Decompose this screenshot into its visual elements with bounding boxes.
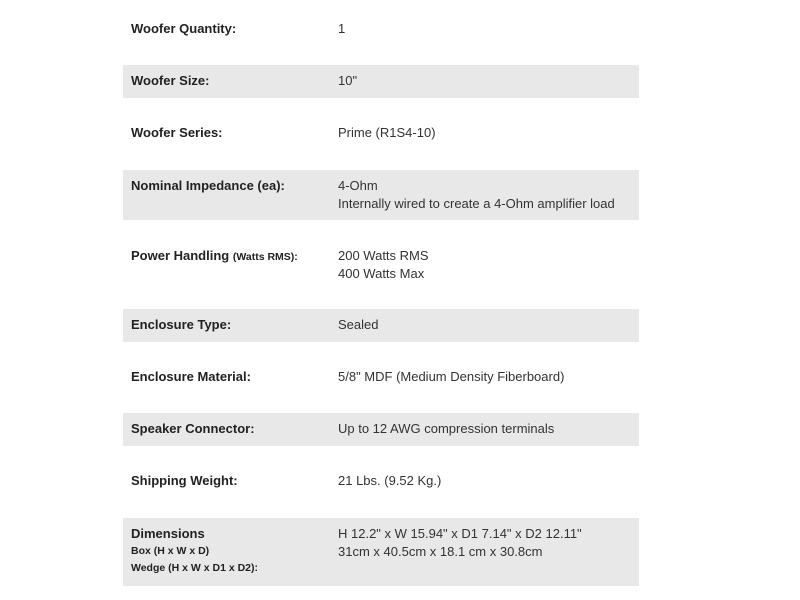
spec-value-line: 200 Watts RMS bbox=[338, 248, 429, 263]
spec-label: Woofer Quantity: bbox=[131, 21, 237, 36]
spec-value-line: 31cm x 40.5cm x 18.1 cm x 30.8cm bbox=[338, 544, 543, 559]
spec-value-line: Prime (R1S4-10) bbox=[338, 125, 436, 140]
spec-label-small: (Watts RMS): bbox=[232, 251, 298, 263]
spec-row-shipping-weight bbox=[123, 446, 639, 518]
spec-value bbox=[338, 20, 631, 38]
spec-value-line: H 12.2" x W 15.94" x D1 7.14" x D2 12.11" bbox=[338, 526, 582, 541]
spec-row-enclosure-material bbox=[123, 342, 639, 413]
spec-label-sub: Box (H x W x D) bbox=[131, 545, 210, 557]
spec-label: Enclosure Type: bbox=[131, 317, 232, 332]
spec-label: Speaker Connector: bbox=[131, 421, 255, 436]
spec-label: Woofer Series: bbox=[131, 125, 223, 140]
spec-value-line: 5/8" MDF (Medium Density Fiberboard) bbox=[338, 369, 565, 384]
spec-row-nominal-impedance bbox=[123, 170, 639, 220]
spec-value-line: 400 Watts Max bbox=[338, 266, 425, 281]
spec-value-line: 1 bbox=[338, 21, 346, 36]
spec-value bbox=[338, 247, 631, 283]
spec-label: Woofer Size: bbox=[131, 73, 210, 88]
spec-row-enclosure-type bbox=[123, 309, 639, 342]
spec-value bbox=[338, 472, 631, 490]
spec-label-sub: Wedge (H x W x D1 x D2): bbox=[131, 562, 258, 574]
spec-table bbox=[123, 11, 639, 586]
spec-value-line: 10" bbox=[338, 73, 358, 88]
spec-label-main: Dimensions bbox=[131, 526, 205, 541]
spec-value-line: 4-Ohm bbox=[338, 178, 378, 193]
spec-row-woofer-quantity bbox=[123, 11, 639, 47]
spec-value bbox=[338, 368, 631, 386]
spec-value-line: Sealed bbox=[338, 317, 379, 332]
spec-row-dimensions bbox=[123, 518, 639, 586]
spec-value bbox=[338, 420, 631, 438]
spec-row-speaker-connector bbox=[123, 413, 639, 446]
spec-row-woofer-series bbox=[123, 98, 639, 170]
spec-row-woofer-size bbox=[123, 65, 639, 98]
spec-value bbox=[338, 72, 631, 90]
spec-label: Enclosure Material: bbox=[131, 369, 251, 384]
spec-value bbox=[338, 124, 631, 142]
spec-label bbox=[131, 525, 338, 577]
spec-label: Nominal Impedance (ea): bbox=[131, 178, 285, 193]
spec-value-line: Up to 12 AWG compression terminals bbox=[338, 421, 555, 436]
spec-label-main: Power Handling bbox=[131, 248, 230, 263]
spec-label bbox=[131, 247, 338, 266]
spec-value-line: 21 Lbs. (9.52 Kg.) bbox=[338, 473, 442, 488]
spec-value-line: Internally wired to create a 4-Ohm amplifier load bbox=[338, 196, 615, 211]
spec-value bbox=[338, 525, 631, 561]
spec-value bbox=[338, 177, 631, 213]
spec-label: Shipping Weight: bbox=[131, 473, 238, 488]
spec-row-power-handling bbox=[123, 220, 639, 309]
spec-value bbox=[338, 316, 631, 334]
